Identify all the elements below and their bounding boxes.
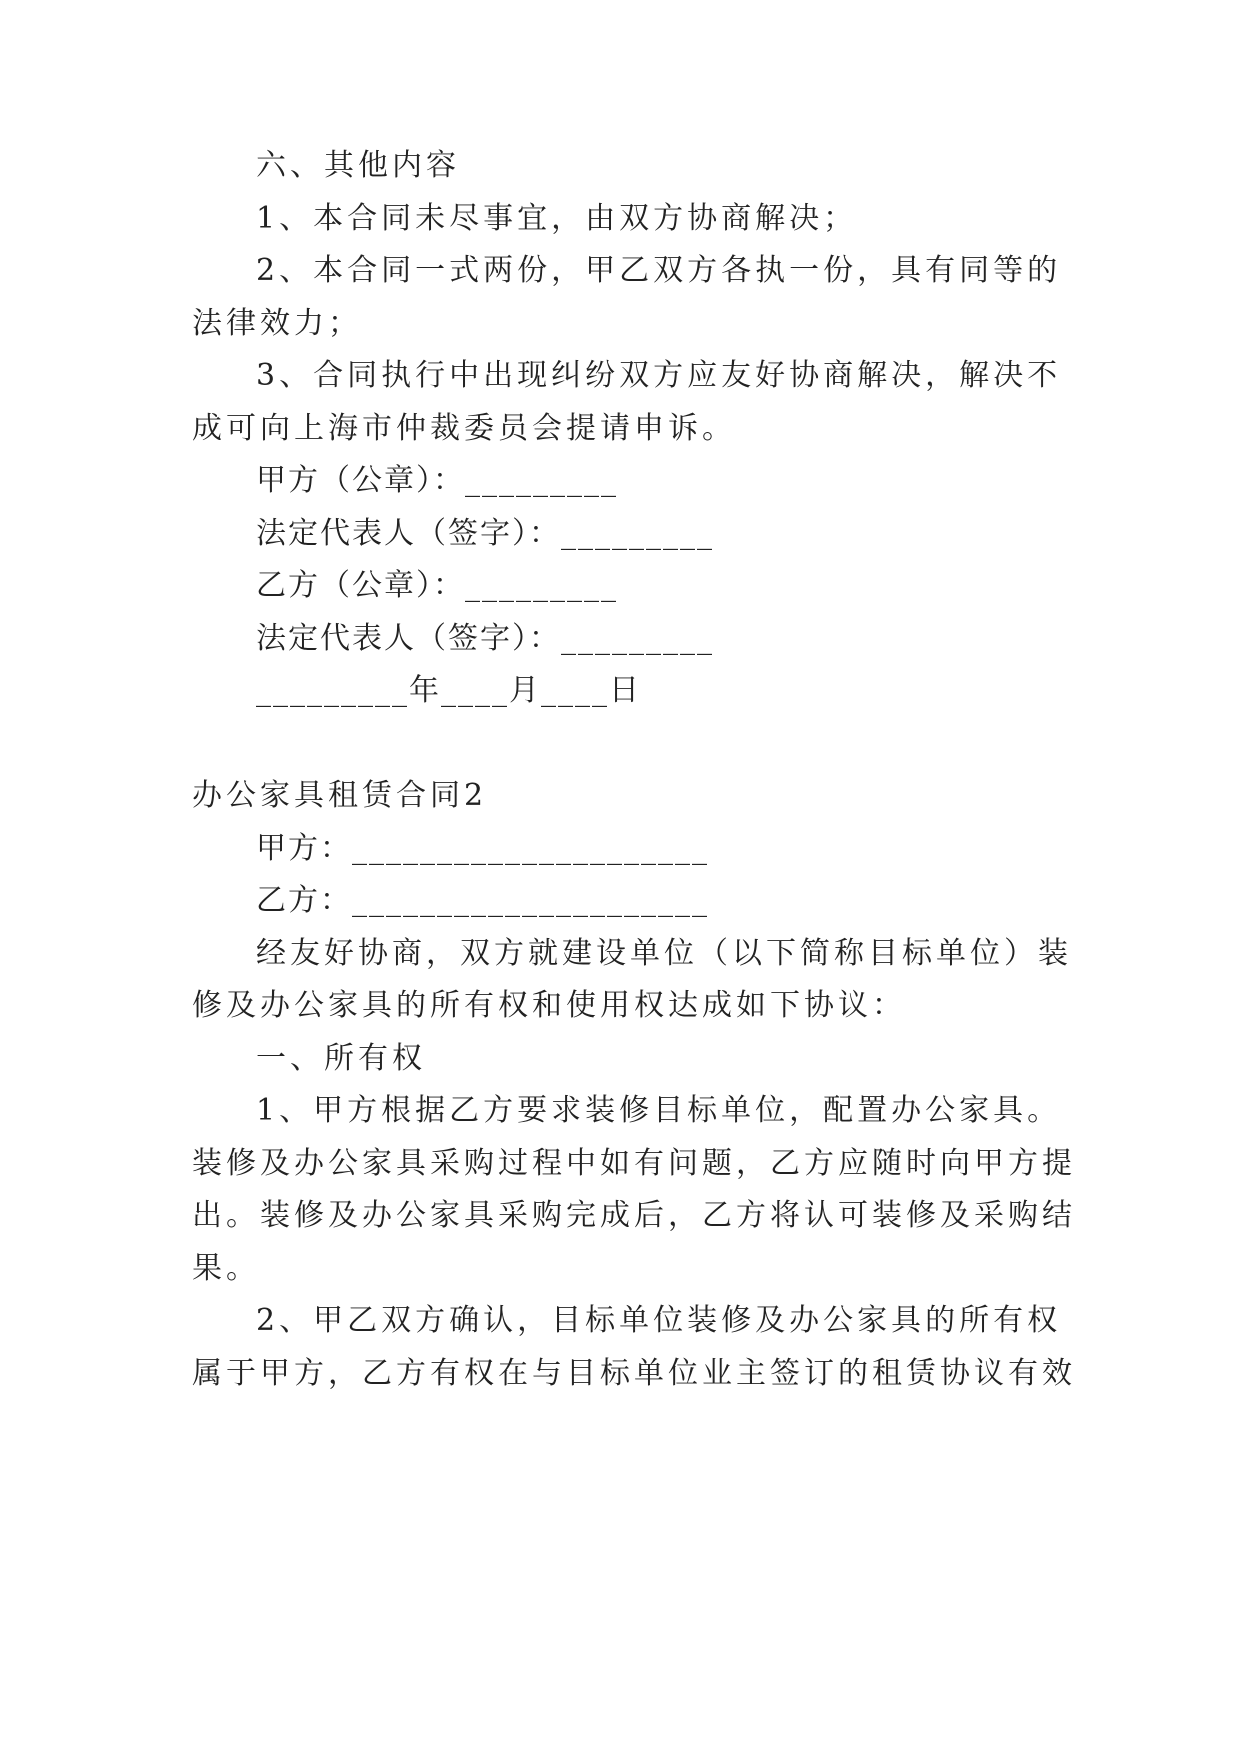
contract-2-title: 办公家具租赁合同2	[192, 778, 488, 813]
clause-1-2-line-2: 属于甲方，乙方有权在与目标单位业主签订的租赁协议有效	[192, 1356, 1076, 1391]
clause-1-2-line-1: 2、甲乙双方确认，目标单位装修及办公家具的所有权	[256, 1303, 1062, 1338]
contract-2-party-a: 甲方：_____________________	[256, 831, 709, 866]
intro-line-1: 经友好协商，双方就建设单位（以下简称目标单位）装	[256, 936, 1072, 971]
contract-2-party-b: 乙方：_____________________	[256, 883, 709, 918]
party-b-seal-line: 乙方（公章）：_________	[256, 568, 618, 603]
section-heading-other: 六、其他内容	[256, 148, 460, 183]
intro-line-2: 修及办公家具的所有权和使用权达成如下协议：	[192, 988, 906, 1023]
clause-6-1: 1、本合同未尽事宜，由双方协商解决；	[256, 201, 858, 236]
clause-6-2-line-2: 法律效力；	[192, 306, 362, 341]
clause-1-1-line-1: 1、甲方根据乙方要求装修目标单位，配置办公家具。	[256, 1093, 1062, 1128]
party-a-representative-line: 法定代表人（签字）：_________	[256, 516, 714, 551]
date-line: _________年____月____日	[256, 673, 641, 708]
party-a-seal-line: 甲方（公章）：_________	[256, 463, 618, 498]
clause-6-3-line-2: 成可向上海市仲裁委员会提请申诉。	[192, 411, 736, 446]
section-heading-ownership: 一、所有权	[256, 1041, 426, 1076]
party-b-representative-line: 法定代表人（签字）：_________	[256, 621, 714, 656]
clause-6-3-line-1: 3、合同执行中出现纠纷双方应友好协商解决，解决不	[256, 358, 1062, 393]
clause-1-1-line-4: 果。	[192, 1251, 260, 1286]
clause-1-1-line-2: 装修及办公家具采购过程中如有问题，乙方应随时向甲方提	[192, 1146, 1076, 1181]
clause-1-1-line-3: 出。装修及办公家具采购完成后，乙方将认可装修及采购结	[192, 1198, 1076, 1233]
clause-6-2-line-1: 2、本合同一式两份，甲乙双方各执一份，具有同等的	[256, 253, 1062, 288]
